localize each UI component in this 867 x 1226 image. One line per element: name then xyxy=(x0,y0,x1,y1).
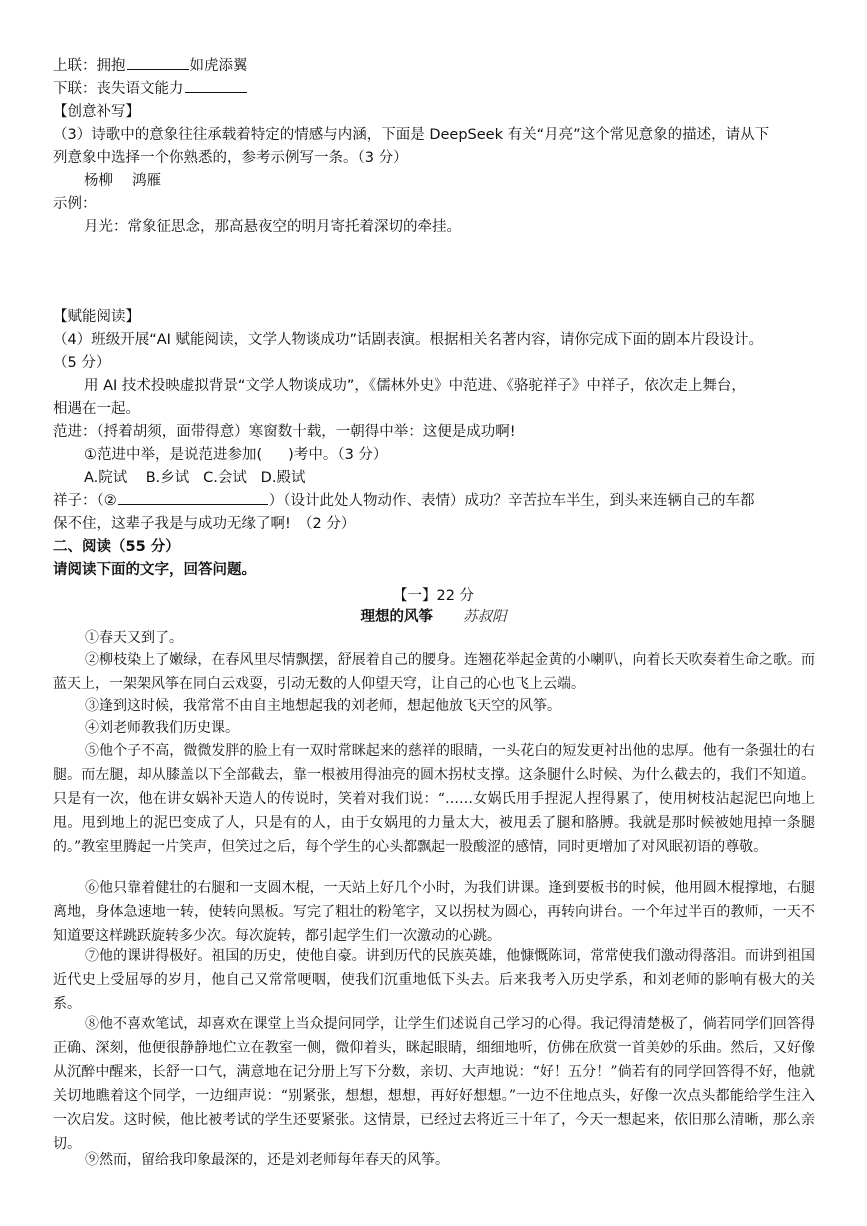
passage-author: 苏叔阳 xyxy=(463,609,507,625)
sub1-suffix: )考中。（3 分） xyxy=(288,447,388,463)
option-c[interactable]: C.会试 xyxy=(203,470,247,486)
answer-blank[interactable] xyxy=(185,78,247,93)
xiangzi-line1 xyxy=(53,489,823,513)
passage-part-label: 【一】22 分 xyxy=(392,588,475,604)
paragraph-9: ⑨然而，留给我印象最深的，还是刘老师每年春天的风筝。 xyxy=(85,1152,449,1168)
couplet-lower xyxy=(53,77,823,101)
paragraph-3: ③逢到这时候，我常常不由自主地想起我的刘老师，想起他放飞天空的风筝。 xyxy=(85,698,561,714)
q3-line2: 列意象中选择一个你熟悉的，参考示例写一条。（3 分） xyxy=(53,150,408,166)
paragraph-4: ④刘老师教我们历史课。 xyxy=(85,720,239,736)
paragraph-8: ⑧他不喜欢笔试，却喜欢在课堂上当众提问同学，让学生们述说自己学习的心得。我记得清楚极了，倘若同学们回答得正确、深刻，他便很静静地伫立在教室一侧，微仰着头，眯起眼睛，细细地听，仿佛在欣赏一首美妙的乐曲。然后，又好像从沉醉中醒来，长舒一口气，满意地在记分册上写下分数，亲切、大声地说：“好！五分！”倘若有的同学回答得不好，他就关切地瞧着这个同学，一边细声说：“别紧张，想想，想想，再好好想想。”一边不住地点头，好像一次点头都能给学生注入一次启发。这时候，他比被考试的学生还要紧张。这情景，已经过去将近三十年了，今天一想起来，依旧那么清晰，那么亲切。 xyxy=(53,1016,815,1152)
image-choices: 杨柳 鸿雁 xyxy=(84,173,162,189)
option-d[interactable]: D.殿试 xyxy=(260,470,306,486)
q3-line1: （3）诗歌中的意象往往承载着特定的情感与内涵，下面是 DeepSeek 有关“月亮”这个常见意象的描述，请从下 xyxy=(53,127,770,143)
couplet-upper-prefix: 上联：拥抱 xyxy=(53,58,126,74)
couplet-upper xyxy=(53,54,823,78)
xiangzi-suffix: ）（设计此处人物动作、表情）成功？辛苦拉车半生，到头来连辆自己的车都 xyxy=(268,493,755,509)
intro-line1: 用 AI 技术投映虚拟背景“文学人物谈成功”，《儒林外史》中范进、《骆驼祥子》中祥子，依次走上舞台， xyxy=(84,378,746,394)
section2-instruction: 请阅读下面的文字，回答问题。 xyxy=(53,562,256,578)
example-text: 月光：常象征思念，那高悬夜空的明月寄托着深切的牵挂。 xyxy=(84,219,461,235)
q4-line1: （4）班级开展“AI 赋能阅读，文学人物谈成功”话剧表演。根据相关名著内容，请你完成下面的剧本片段设计。 xyxy=(53,332,764,348)
sub1-prefix: ①范进中举，是说范进参加( xyxy=(84,447,263,463)
fanjin-line: 范进：（捋着胡须，面带得意）寒窗数十载，一朝得中举：这便是成功啊! xyxy=(53,424,516,440)
option-a[interactable]: A.院试 xyxy=(84,470,128,486)
paragraph-5: ⑤他个子不高，微微发胖的脸上有一双时常眯起来的慈祥的眼睛，一头花白的短发更衬出他的忠厚。他有一条强壮的右腿。而左腿，却从膝盖以下全部截去，靠一根被用得油亮的圆木拐杖支撑。这条腿什么时候、为什么截去的，我们不知道。只是有一次，他在讲女娲补天造人的传说时，笑着对我们说：“……女娲氏用手捏泥人捏得累了，使用树枝沾起泥巴向地上甩。甩到地上的泥巴变成了人，只是有的人，由于女娲甩的力量太大，被甩丢了腿和胳膊。我就是那时候被她甩掉一条腿的。”教室里腾起一片笑声，但笑过之后，每个学生的心头都飘起一股酸涩的感情，同时更增加了对风眠初语的尊敬。 xyxy=(53,743,815,855)
paragraph-6: ⑥他只靠着健壮的右腿和一支圆木棍，一天站上好几个小时，为我们讲课。逢到要板书的时候，他用圆木棍撑地，右腿离地，身体急速地一转，使转向黑板。写完了粗壮的粉笔字，又以拐杖为圆心，再转向讲台。一个年过半百的教师，一天不知道要这样跳跃旋转多少次。每次旋转，都引起学生们一次激动的心跳。 xyxy=(53,880,815,944)
paragraph-2: ②柳枝染上了嫩绿，在春风里尽情飘摆，舒展着自己的腰身。连翘花举起金黄的小喇叭，向着长天吹奏着生命之歌。而蓝天上，一架架风筝在同白云戏耍，引动无数的人仰望天穹，让自己的心也飞上云端。 xyxy=(53,652,815,692)
creative-heading: 【创意补写】 xyxy=(53,104,140,120)
couplet-upper-suffix: 如虎添翼 xyxy=(189,58,248,74)
answer-blank[interactable] xyxy=(127,55,189,70)
xiangzi-line2: 保不住，这辈子我是与成功无缘了啊! （2 分） xyxy=(53,516,356,532)
couplet-lower-prefix: 下联：丧失语文能力 xyxy=(53,81,184,97)
intro-line2: 相遇在一起。 xyxy=(53,401,140,417)
section2-heading: 二、阅读（55 分） xyxy=(53,539,180,555)
xiangzi-prefix: 祥子：（② xyxy=(53,493,117,509)
option-b[interactable]: B.乡试 xyxy=(145,470,190,486)
answer-blank[interactable] xyxy=(118,490,268,505)
options-line xyxy=(84,466,824,490)
paragraph-7: ⑦他的课讲得极好。祖国的历史，使他自豪。讲到历代的民族英雄，他慷慨陈词，常常使我们激动得落泪。而讲到祖国近代史上受屈辱的岁月，他自己又常常哽咽，使我们沉重地低下头去。后来我考入历史学系，和刘老师的影响有极大的关系。 xyxy=(53,948,815,1012)
example-label: 示例： xyxy=(53,196,97,212)
passage-title: 理想的风筝 xyxy=(360,609,433,625)
reading-ai-heading: 【赋能阅读】 xyxy=(53,309,140,325)
q4-line2: （5 分） xyxy=(53,355,111,371)
paragraph-1: ①春天又到了。 xyxy=(85,630,183,646)
sub-question-1 xyxy=(84,443,824,467)
